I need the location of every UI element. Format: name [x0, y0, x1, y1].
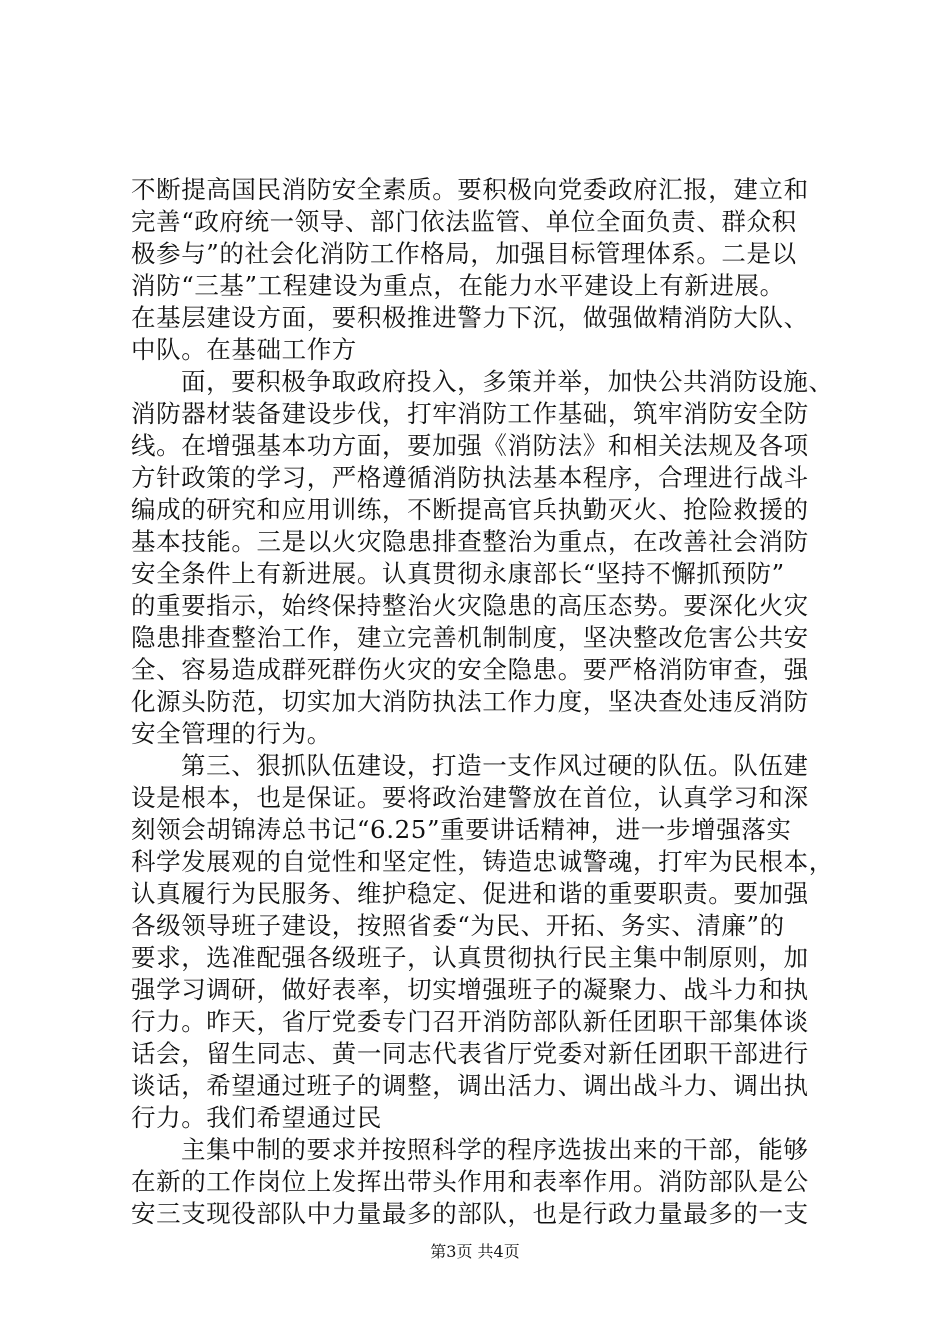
text-line-20: 设是根本，也是保证。要将政治建警放在首位，认真学习和深	[131, 783, 809, 812]
text-line-1: 不断提高国民消防安全素质。要积极向党委政府汇报，建立和	[131, 175, 809, 204]
text-line-30: 行力。我们希望通过民	[131, 1103, 382, 1132]
text-line-2: 完善“政府统一领导、部门依法监管、单位全面负责、群众积	[131, 207, 797, 236]
text-line-16: 全、容易造成群死群伤火灾的安全隐患。要严格消防审查，强	[131, 655, 809, 684]
text-line-23: 认真履行为民服务、维护稳定、促进和谐的重要职责。要加强	[131, 879, 809, 908]
text-line-9: 线。在增强基本功方面，要加强《消防法》和相关法规及各项	[131, 431, 809, 460]
text-line-25: 要求，选准配强各级班子，认真贯彻执行民主集中制原则，加	[131, 943, 809, 972]
text-line-5: 在基层建设方面，要积极推进警力下沉，做强做精消防大队、	[131, 303, 809, 332]
text-line-22: 科学发展观的自觉性和坚定性，铸造忠诚警魂，打牢为民根本，	[131, 847, 834, 876]
text-line-17: 化源头防范，切实加大消防执法工作力度，坚决查处违反消防	[131, 687, 809, 716]
text-line-8: 消防器材装备建设步伐，打牢消防工作基础，筑牢消防安全防	[131, 399, 809, 428]
page-number-footer: 第3页 共4页	[430, 1242, 520, 1261]
text-line-19: 第三、狠抓队伍建设，打造一支作风过硬的队伍。队伍建	[181, 751, 809, 780]
text-line-12: 基本技能。三是以火灾隐患排查整治为重点，在改善社会消防	[131, 527, 809, 556]
text-line-26: 强学习调研，做好表率，切实增强班子的凝聚力、战斗力和执	[131, 975, 809, 1004]
text-line-13: 安全条件上有新进展。认真贯彻永康部长“坚持不懈抓预防”	[131, 559, 785, 588]
text-line-32: 在新的工作岗位上发挥出带头作用和表率作用。消防部队是公	[131, 1167, 809, 1196]
text-line-29: 谈话，希望通过班子的调整，调出活力、调出战斗力、调出执	[131, 1071, 809, 1100]
text-line-10: 方针政策的学习，严格遵循消防执法基本程序，合理进行战斗	[131, 463, 809, 492]
text-line-33: 安三支现役部队中力量最多的部队，也是行政力量最多的一支	[131, 1199, 809, 1228]
text-line-15: 隐患排查整治工作，建立完善机制制度，坚决整改危害公共安	[131, 623, 809, 652]
text-line-6: 中队。在基础工作方	[131, 335, 357, 364]
document-body	[131, 174, 834, 1230]
text-line-28: 话会，留生同志、黄一同志代表省厅党委对新任团职干部进行	[131, 1039, 809, 1068]
text-line-31: 主集中制的要求并按照科学的程序选拔出来的干部，能够	[181, 1135, 809, 1164]
text-line-3: 极参与”的社会化消防工作格局，加强目标管理体系。二是以	[131, 239, 797, 268]
text-line-27: 行力。昨天，省厅党委专门召开消防部队新任团职干部集体谈	[131, 1007, 809, 1036]
text-line-24: 各级领导班子建设，按照省委“为民、开拓、务实、清廉”的	[131, 911, 785, 940]
text-line-14: 的重要指示，始终保持整治火灾隐患的高压态势。要深化火灾	[131, 591, 809, 620]
text-line-7: 面，要积极争取政府投入，多策并举，加快公共消防设施、	[181, 367, 834, 396]
text-line-11: 编成的研究和应用训练，不断提高官兵执勤灭火、抢险救援的	[131, 495, 809, 524]
text-line-4: 消防“三基”工程建设为重点，在能力水平建设上有新进展。	[131, 271, 785, 300]
text-line-18: 安全管理的行为。	[131, 719, 332, 748]
text-line-21: 刻领会胡锦涛总书记“6.25”重要讲话精神，进一步增强落实	[131, 815, 792, 844]
